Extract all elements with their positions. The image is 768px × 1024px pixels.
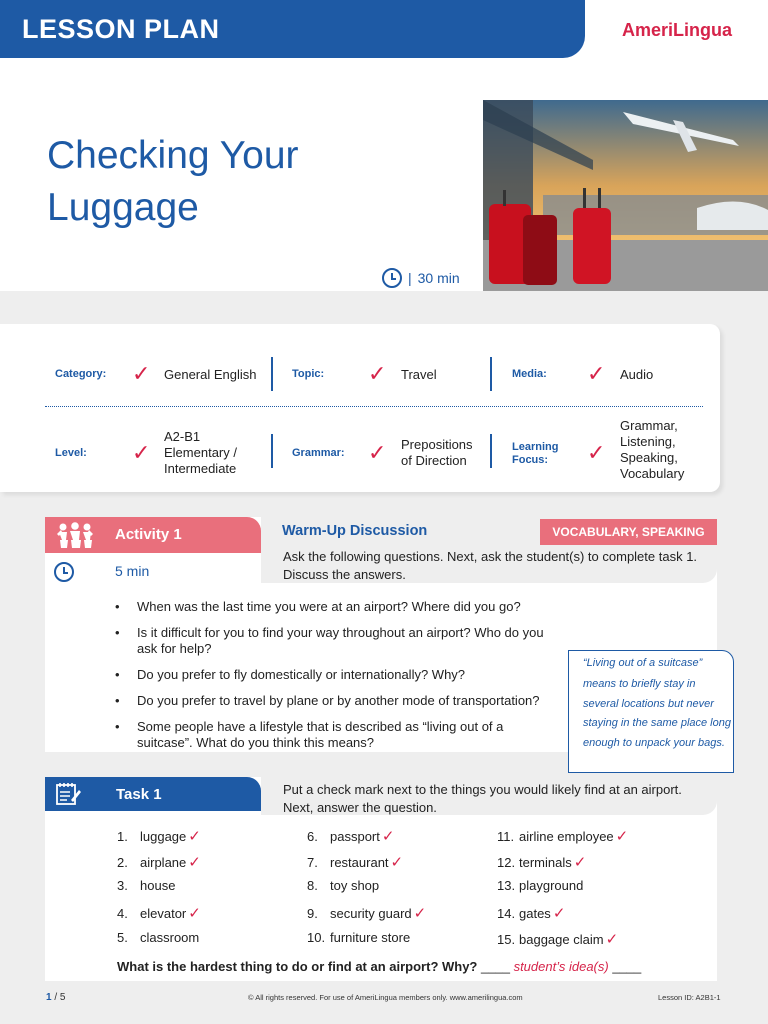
checklist-item (117, 930, 199, 945)
task-tab (45, 777, 261, 811)
checklist-item (117, 878, 175, 893)
check-icon: ✓ (587, 440, 606, 465)
info-row-2 (0, 420, 720, 480)
people-icon (57, 522, 93, 548)
header-band (0, 0, 585, 58)
checklist-item (497, 853, 586, 871)
amerilingua-logo: AmeriLingua (622, 20, 733, 40)
item-number: 7. (307, 854, 318, 870)
duration-value: 30 min (417, 270, 460, 286)
list-item: • Is it difficult for you to find your way throughout an airport? Who do you ask for help? (115, 625, 555, 657)
list-item: • Some people have a lifestyle that is described as “living out of a suitcase”. What do you think this means? (115, 719, 555, 751)
item-text: elevator (140, 906, 187, 922)
topic-value: Travel (401, 367, 437, 382)
item-text: airline employee (519, 829, 614, 844)
item-text: security guard (330, 906, 412, 922)
note-body: means to briefly stay in several locations but never staying in the same place long enough to unpack your bags. (583, 678, 731, 749)
question-text: What is the hardest thing to do or find at an airport? Why? (117, 959, 478, 974)
item-text: gates (519, 906, 551, 922)
clock-icon (54, 562, 74, 582)
grammar-value: Prepositions of Direction (401, 437, 473, 468)
grammar-label: Grammar: (292, 447, 345, 459)
list-item: • When was the last time you were at an airport? Where did you go? (115, 599, 555, 615)
page-current: 1 (46, 992, 52, 1003)
note-heading: “Living out of a suitcase” (583, 657, 703, 669)
item-number: 2. (117, 854, 128, 870)
info-row-1 (0, 344, 720, 404)
category-label: Category: (55, 368, 107, 380)
item-number: 11. (497, 829, 515, 844)
header-title: LESSON PLAN (22, 14, 220, 44)
checklist-item (307, 904, 426, 922)
warm-up-title: Warm-Up Discussion (282, 523, 428, 539)
item-text: furniture store (330, 929, 411, 945)
checklist-item (307, 827, 394, 845)
item-text: airplane (140, 854, 187, 870)
checklist-item (497, 930, 618, 948)
item-number: 13. (497, 878, 516, 894)
info-grammar (272, 420, 490, 480)
item-number: 12. (497, 854, 516, 870)
checklist-item (117, 853, 201, 871)
answer-blank: ____ (481, 959, 510, 974)
skills-badge: VOCABULARY, SPEAKING (540, 519, 717, 545)
notepad-icon (55, 782, 81, 806)
idiom-note (568, 650, 734, 773)
info-media (492, 344, 720, 404)
lesson-id: Lesson ID: A2B1-1 (658, 993, 721, 1002)
check-icon: ✓ (573, 853, 587, 871)
info-topic (272, 344, 490, 404)
check-icon: ✓ (188, 905, 201, 923)
item-number: 1. (117, 829, 128, 844)
topic-label: Topic: (292, 368, 325, 380)
check-icon: ✓ (381, 828, 395, 845)
info-learning-focus (492, 420, 720, 480)
list-item: • Do you prefer to fly domestically or internationally? Why? (115, 667, 555, 683)
item-text: classroom (140, 929, 200, 945)
clock-icon (382, 268, 402, 288)
check-icon: ✓ (368, 361, 387, 386)
check-icon: ✓ (368, 440, 387, 465)
learning-focus-value: Grammar, Listening, Speaking, Vocabulary (620, 418, 685, 481)
check-icon: ✓ (605, 930, 619, 948)
info-category (0, 344, 270, 404)
task-instructions-box (261, 777, 717, 815)
item-text: house (140, 878, 176, 894)
item-text: toy shop (330, 878, 380, 894)
hero (0, 58, 768, 291)
task-1-section (45, 777, 717, 981)
item-text: baggage claim (519, 931, 604, 947)
checklist-item (307, 930, 410, 945)
lesson-duration (382, 268, 460, 288)
item-number: 9. (307, 906, 318, 922)
item-number: 15. (497, 931, 516, 947)
checklist-item (117, 904, 201, 922)
check-icon: ✓ (552, 905, 566, 923)
item-number: 8. (307, 878, 318, 894)
item-text: passport (330, 829, 380, 844)
checklist-item (307, 878, 379, 893)
activity-time: 5 min (115, 563, 150, 579)
item-number: 4. (117, 906, 128, 922)
task-instructions: Put a check mark next to the things you would likely find at an airport. Next, answer the question. (283, 782, 682, 815)
info-separator (45, 406, 703, 407)
check-icon: ✓ (188, 828, 201, 845)
discussion-questions (115, 599, 555, 761)
check-icon: ✓ (413, 905, 427, 923)
page-number (46, 992, 65, 1003)
warm-up-header (261, 517, 717, 583)
duration-separator: | (408, 270, 412, 286)
item-number: 5. (117, 929, 128, 945)
activity-tab (45, 517, 261, 553)
item-text: restaurant (330, 854, 389, 870)
task-question (117, 959, 641, 974)
media-value: Audio (620, 367, 654, 382)
copyright: © All rights reserved. For use of AmeriLingua members only. www.amerilingua.com (248, 993, 523, 1002)
check-icon: ✓ (587, 361, 606, 386)
page-total: / 5 (54, 992, 66, 1003)
answer-text: student’s idea(s) (513, 959, 609, 974)
learning-focus-label: Learning Focus: (512, 441, 559, 466)
footer (0, 990, 768, 1006)
info-level (0, 420, 270, 480)
item-number: 10. (307, 929, 326, 945)
activity-tab-label: Activity 1 (115, 526, 182, 543)
header (0, 0, 768, 58)
warm-up-instructions: Ask the following questions. Next, ask the student(s) to complete task 1. Discuss the answers. (283, 549, 698, 582)
checklist-item (497, 878, 583, 893)
category-value: General English (164, 367, 257, 382)
checklist-item (497, 827, 628, 845)
checklist-item (497, 904, 565, 922)
lesson-title: Checking Your Luggage (47, 134, 299, 229)
check-icon: ✓ (132, 361, 151, 386)
check-icon: ✓ (390, 853, 404, 871)
item-number: 14. (497, 906, 516, 922)
list-item: • Do you prefer to travel by plane or by another mode of transportation? (115, 693, 555, 709)
media-label: Media: (512, 368, 547, 380)
airport-luggage-photo (483, 100, 768, 291)
task-tab-label: Task 1 (116, 786, 162, 803)
item-text: terminals (519, 854, 572, 870)
level-label: Level: (55, 447, 87, 459)
item-text: luggage (140, 829, 187, 844)
item-number: 6. (307, 829, 318, 844)
item-number: 3. (117, 878, 128, 894)
checklist-item (117, 827, 201, 845)
checklist-item (307, 853, 403, 871)
check-icon: ✓ (132, 440, 151, 465)
check-icon: ✓ (188, 853, 201, 871)
answer-blank: ____ (612, 959, 642, 974)
item-text: playground (519, 878, 584, 894)
check-icon: ✓ (615, 828, 629, 845)
lesson-info-card (0, 324, 720, 492)
level-value: A2-B1 Elementary / Intermediate (164, 429, 237, 476)
